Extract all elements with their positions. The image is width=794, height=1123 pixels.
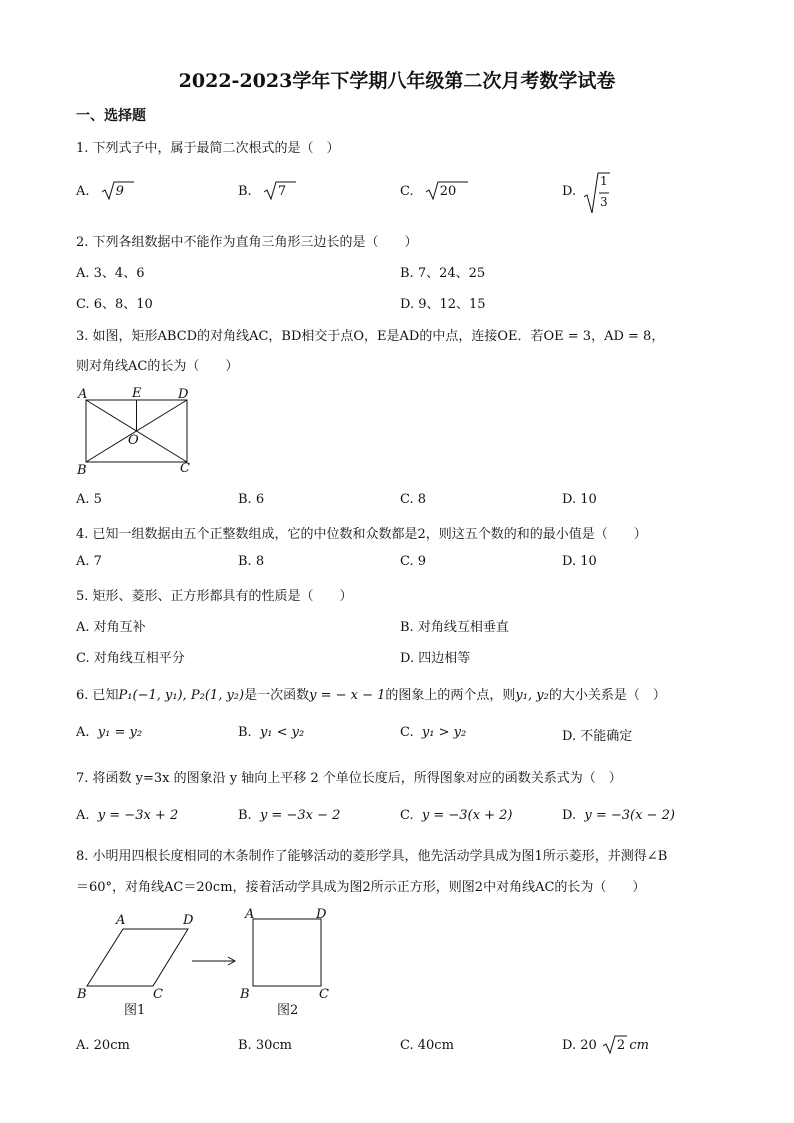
radical-20: 20 (426, 184, 457, 199)
label-o: O (128, 433, 139, 448)
question-8-option-a: A. 20cm (76, 1038, 130, 1053)
question-2-option-b: B. 7、24、25 (400, 266, 486, 281)
fig2-label-b: B (240, 987, 250, 1002)
question-3-stem-line1: 3. 如图，矩形ABCD的对角线AC，BD相交于点O，E是AD的中点，连接OE．若OE = 3，AD = 8， (76, 329, 665, 344)
question-8-option-c: C. 40cm (400, 1038, 454, 1053)
section-heading: 一、选择题 (76, 108, 146, 124)
radical-9: 9 (102, 184, 124, 199)
fig1-label-d: D (183, 913, 194, 928)
question-6-stem: 6. 已知P₁(−1, y₁), P₂(1, y₂)是一次函数y = − x − 1的图象上的两个点，则y₁, y₂的大小关系是（ ） (76, 688, 666, 703)
question-6-option-c: C. y₁ > y₂ (400, 725, 467, 740)
label-e: E (132, 386, 142, 401)
fig2-label-c: C (319, 987, 329, 1002)
question-7-stem: 7. 将函数 y=3x 的图象沿 y 轴向上平移 2 个单位长度后，所得图象对应的函数关系式为（ ） (76, 771, 622, 786)
label-a: A (78, 387, 88, 402)
rhombus-shape (87, 929, 188, 986)
question-8-option-b: B. 30cm (238, 1038, 292, 1053)
question-1-option-a (76, 184, 124, 199)
function-expression: y = − x − 1 (309, 688, 386, 703)
radical-2: 2 (603, 1038, 625, 1053)
question-1-option-c (400, 184, 456, 199)
fig2-caption: 图2 (277, 1003, 299, 1018)
question-6-option-b: B. y₁ < y₂ (238, 725, 305, 740)
fig1-label-b: B (77, 987, 87, 1002)
question-2-option-a: A. 3、4、6 (76, 266, 145, 281)
question-4-stem: 4. 已知一组数据由五个正整数组成，它的中位数和众数都是2，则这五个数的和的最小值是（ ） (76, 527, 647, 542)
question-5-option-b: B. 对角线互相垂直 (400, 620, 509, 635)
fig1-caption: 图1 (124, 1003, 146, 1018)
fig1-label-c: C (153, 987, 163, 1002)
points-expression: P₁(−1, y₁), P₂(1, y₂) (118, 688, 245, 703)
question-3-option-d: D. 10 (562, 492, 597, 507)
question-4-option-b: B. 8 (238, 554, 265, 569)
question-5-option-d: D. 四边相等 (400, 651, 471, 666)
question-8-option-d: D. 20 2 cm (562, 1038, 649, 1053)
question-7-option-b: B. y = −3x − 2 (238, 808, 341, 823)
radical-fraction: 1 3 (582, 171, 612, 215)
fig2-label-d: D (316, 907, 327, 922)
square-shape (253, 919, 321, 986)
question-3-option-b: B. 6 (238, 492, 265, 507)
arrow-icon (190, 953, 240, 969)
fig1-label-a: A (116, 913, 126, 928)
option-label: D. (562, 184, 577, 199)
option-label: A. (76, 184, 90, 199)
question-1-option-d (562, 184, 576, 199)
question-5-option-c: C. 对角线互相平分 (76, 651, 185, 666)
option-label: B. (238, 184, 252, 199)
question-8-stem-line1: 8. 小明用四根长度相同的木条制作了能够活动的菱形学具，他先活动学具成为图1所示菱形，并测得∠B (76, 849, 668, 864)
fig2-label-a: A (245, 907, 255, 922)
question-2-option-c: C. 6、8、10 (76, 297, 153, 312)
question-7-option-c: C. y = −3(x + 2) (400, 808, 513, 823)
question-3-option-a: A. 5 (76, 492, 102, 507)
question-6-option-d: D. 不能确定 (562, 729, 633, 744)
question-1-stem: 1. 下列式子中，属于最简二次根式的是（ ） (76, 141, 340, 156)
question-8-stem-line2: ＝60°，对角线AC＝20cm，接着活动学具成为图2所示正方形，则图2中对角线AC的长为（ ） (76, 880, 646, 895)
question-3-stem-line2: 则对角线AC的长为（ ） (76, 359, 239, 374)
question-5-option-a: A. 对角互补 (76, 620, 146, 635)
question-4-option-c: C. 9 (400, 554, 427, 569)
label-b: B (77, 463, 87, 478)
page-title: 2022-2023学年下学期八年级第二次月考数学试卷 (178, 70, 616, 92)
question-7-option-d: D. y = −3(x − 2) (562, 808, 675, 823)
question-4-option-d: D. 10 (562, 554, 597, 569)
question-4-option-a: A. 7 (76, 554, 102, 569)
radical-7: 7 (264, 184, 286, 199)
label-c: C (180, 461, 190, 476)
square-figure (238, 908, 348, 1018)
label-d: D (178, 387, 189, 402)
question-1-option-b (238, 184, 286, 199)
question-2-stem: 2. 下列各组数据中不能作为直角三角形三边长的是（ ） (76, 235, 418, 250)
question-7-option-a: A. y = −3x + 2 (76, 808, 179, 823)
question-6-option-a: A. y₁ = y₂ (76, 725, 143, 740)
question-3-option-c: C. 8 (400, 492, 427, 507)
question-5-stem: 5. 矩形、菱形、正方形都具有的性质是（ ） (76, 589, 353, 604)
rectangle-figure (74, 386, 204, 476)
question-2-option-d: D. 9、12、15 (400, 297, 486, 312)
option-label: C. (400, 184, 414, 199)
vars-expression: y₁, y₂ (515, 688, 549, 703)
